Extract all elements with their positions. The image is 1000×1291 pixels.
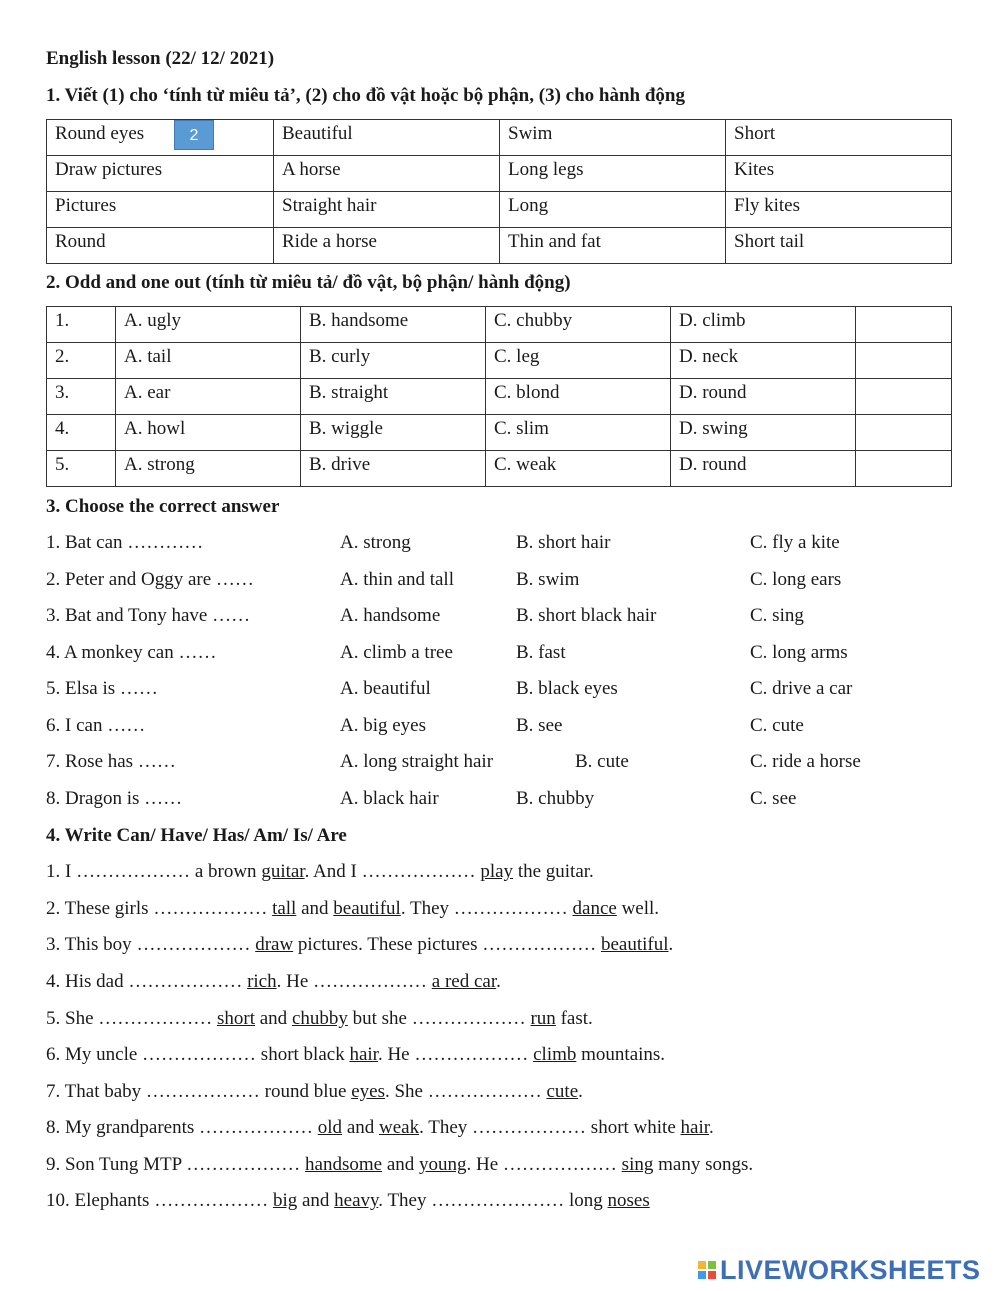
option-c: C. drive a car bbox=[750, 678, 853, 699]
table-cell: Round bbox=[47, 228, 274, 264]
table-cell: A. ear bbox=[116, 379, 301, 415]
underlined-word: dance bbox=[572, 898, 617, 919]
table-cell: C. blond bbox=[486, 379, 671, 415]
option-c: C. sing bbox=[750, 605, 804, 626]
answer-cell[interactable] bbox=[856, 379, 952, 415]
blank[interactable]: ……………… bbox=[411, 1008, 526, 1029]
table-cell: 5. bbox=[47, 451, 116, 487]
table-cell: C. leg bbox=[486, 343, 671, 379]
underlined-word: weak bbox=[379, 1117, 420, 1138]
section2-heading: 2. Odd and one out (tính từ miêu tả/ đồ vật, bộ phận/ hành động) bbox=[46, 272, 571, 293]
blank[interactable]: ……………… bbox=[453, 898, 568, 919]
table-cell: A horse bbox=[274, 156, 500, 192]
liveworksheets-logo bbox=[698, 1254, 981, 1286]
sentence-4 bbox=[46, 971, 501, 993]
question-text: 2. Peter and Oggy are …… bbox=[46, 569, 254, 590]
sentence-text: . They bbox=[400, 898, 454, 919]
table-cell: 4. bbox=[47, 415, 116, 451]
option-a: A. big eyes bbox=[340, 715, 427, 736]
option-b: B. chubby bbox=[516, 788, 595, 809]
question-text: 4. A monkey can …… bbox=[46, 642, 217, 663]
table-row bbox=[47, 343, 952, 379]
sentence-9 bbox=[46, 1154, 753, 1176]
option-b: B. black eyes bbox=[516, 678, 618, 699]
table-cell: Long legs bbox=[500, 156, 726, 192]
sentence-text: and bbox=[342, 1117, 379, 1138]
underlined-word: noses bbox=[607, 1190, 650, 1211]
underlined-word: sing bbox=[621, 1154, 654, 1175]
option-c: C. ride a horse bbox=[750, 751, 861, 772]
sentence-text: round blue bbox=[259, 1081, 352, 1102]
option-b: B. swim bbox=[516, 569, 580, 590]
table-cell: Short bbox=[726, 120, 952, 156]
table-cell: Thin and fat bbox=[500, 228, 726, 264]
table-cell: Ride a horse bbox=[274, 228, 500, 264]
blank[interactable]: ……………… bbox=[153, 898, 268, 919]
section2-table bbox=[46, 306, 952, 487]
option-b: B. fast bbox=[516, 642, 566, 663]
section3-heading: 3. Choose the correct answer bbox=[46, 496, 280, 517]
table-cell: C. slim bbox=[486, 415, 671, 451]
answer-cell[interactable] bbox=[856, 307, 952, 343]
answer-cell[interactable] bbox=[856, 451, 952, 487]
sentence-text: . They bbox=[419, 1117, 473, 1138]
table-row bbox=[47, 379, 952, 415]
table-row bbox=[47, 307, 952, 343]
underlined-word: rich bbox=[247, 971, 277, 992]
option-b: B. short black hair bbox=[516, 605, 657, 626]
sentence-text: and bbox=[382, 1154, 420, 1175]
answer-cell[interactable] bbox=[856, 415, 952, 451]
option-b: B. see bbox=[516, 715, 563, 736]
question-text: 6. I can …… bbox=[46, 715, 146, 736]
question-text: 5. Elsa is …… bbox=[46, 678, 158, 699]
lesson-title: English lesson (22/ 12/ 2021) bbox=[46, 48, 275, 69]
sentence-text: well. bbox=[616, 898, 660, 919]
sentence-1 bbox=[46, 861, 594, 883]
logo-mark-icon bbox=[698, 1261, 716, 1279]
table-cell: 2. bbox=[47, 343, 116, 379]
sentence-text: long bbox=[564, 1190, 608, 1211]
option-a: A. handsome bbox=[340, 605, 441, 626]
logo-square bbox=[698, 1261, 706, 1269]
table-cell: Beautiful bbox=[274, 120, 500, 156]
sentence-text: . bbox=[709, 1117, 714, 1138]
table-cell: Pictures bbox=[47, 192, 274, 228]
sentence-text: . He bbox=[276, 971, 314, 992]
table-cell: C. chubby bbox=[486, 307, 671, 343]
table-cell: Long bbox=[500, 192, 726, 228]
underlined-word: a red car bbox=[431, 971, 497, 992]
table-cell: A. tail bbox=[116, 343, 301, 379]
logo-text: LIVEWORKSHEETS bbox=[720, 1254, 981, 1285]
table-cell: B. drive bbox=[301, 451, 486, 487]
table-cell: Short tail bbox=[726, 228, 952, 264]
option-c: C. fly a kite bbox=[750, 532, 840, 553]
option-b: B. short hair bbox=[516, 532, 611, 553]
blank[interactable]: ……………… bbox=[128, 971, 243, 992]
table-cell: A. ugly bbox=[116, 307, 301, 343]
table-cell: A. howl bbox=[116, 415, 301, 451]
table-cell: C. weak bbox=[486, 451, 671, 487]
table-cell: B. straight bbox=[301, 379, 486, 415]
underlined-word: guitar bbox=[261, 861, 305, 882]
sentence-text: 7. That baby bbox=[46, 1081, 146, 1102]
table-cell: Kites bbox=[726, 156, 952, 192]
table-row bbox=[47, 451, 952, 487]
sentence-7 bbox=[46, 1081, 583, 1103]
table-cell: D. swing bbox=[671, 415, 856, 451]
blank[interactable]: ……………… bbox=[482, 934, 597, 955]
underlined-word: handsome bbox=[305, 1154, 383, 1175]
sentence-text: and bbox=[297, 1190, 335, 1211]
underlined-word: cute bbox=[546, 1081, 579, 1102]
sentence-text: . bbox=[668, 934, 674, 955]
question-text: 8. Dragon is …… bbox=[46, 788, 183, 809]
sentence-text: 3. This boy bbox=[46, 934, 137, 955]
blank[interactable]: ……………… bbox=[427, 1081, 542, 1102]
option-c: C. see bbox=[750, 788, 797, 809]
sentence-text: a brown bbox=[190, 861, 262, 882]
section4-heading: 4. Write Can/ Have/ Has/ Am/ Is/ Are bbox=[46, 825, 347, 846]
sentence-text: pictures. These pictures bbox=[293, 934, 483, 955]
table-cell: Fly kites bbox=[726, 192, 952, 228]
option-c: C. long ears bbox=[750, 569, 842, 590]
underlined-word: eyes bbox=[351, 1081, 385, 1102]
blank[interactable]: ……………… bbox=[76, 861, 191, 882]
blank[interactable]: ………………… bbox=[431, 1190, 565, 1211]
sentence-text: 2. These girls bbox=[46, 898, 154, 919]
logo-square bbox=[708, 1271, 716, 1279]
table-cell: Draw pictures bbox=[47, 156, 274, 192]
sentence-text: . He bbox=[466, 1154, 503, 1175]
option-a: A. black hair bbox=[340, 788, 439, 809]
table-cell: D. neck bbox=[671, 343, 856, 379]
underlined-word: short bbox=[217, 1008, 255, 1029]
underlined-word: beautiful bbox=[601, 934, 669, 955]
table-cell: B. handsome bbox=[301, 307, 486, 343]
underlined-word: chubby bbox=[291, 1008, 348, 1029]
option-a: A. climb a tree bbox=[340, 642, 453, 663]
answer-dropdown-badge[interactable]: 2 bbox=[174, 120, 214, 150]
sentence-text: 9. Son Tung MTP bbox=[46, 1154, 187, 1175]
sentence-text: . They bbox=[378, 1190, 432, 1211]
blank[interactable]: ……………… bbox=[472, 1117, 587, 1138]
option-a: A. long straight hair bbox=[340, 751, 494, 772]
underlined-word: play bbox=[480, 861, 514, 882]
blank[interactable]: ……………… bbox=[154, 1190, 269, 1211]
sentence-text: . He bbox=[377, 1044, 415, 1065]
underlined-word: hair bbox=[680, 1117, 710, 1138]
underlined-word: young bbox=[419, 1154, 467, 1175]
sentence-text: the guitar. bbox=[513, 861, 594, 882]
sentence-text: 10. Elephants bbox=[46, 1190, 155, 1211]
question-text: 7. Rose has …… bbox=[46, 751, 176, 772]
table-cell: B. curly bbox=[301, 343, 486, 379]
option-c: C. long arms bbox=[750, 642, 848, 663]
sentence-text: and bbox=[255, 1008, 292, 1029]
sentence-text: many songs. bbox=[653, 1154, 754, 1175]
blank[interactable]: ……………… bbox=[502, 1154, 617, 1175]
table-cell: D. round bbox=[671, 451, 856, 487]
sentence-text: . bbox=[578, 1081, 583, 1102]
sentence-10 bbox=[46, 1190, 650, 1212]
blank[interactable]: ……………… bbox=[199, 1117, 314, 1138]
sentence-text: . And I bbox=[304, 861, 362, 882]
question-text: 1. Bat can ………… bbox=[46, 532, 204, 553]
sentence-6 bbox=[46, 1044, 665, 1066]
underlined-word: beautiful bbox=[333, 898, 401, 919]
sentence-text: . bbox=[496, 971, 501, 992]
sentence-2 bbox=[46, 898, 659, 920]
underlined-word: big bbox=[272, 1190, 298, 1211]
sentence-text: short black bbox=[256, 1044, 350, 1065]
sentence-text: and bbox=[296, 898, 334, 919]
blank[interactable]: ……………… bbox=[145, 1081, 260, 1102]
sentence-5 bbox=[46, 1008, 593, 1030]
table-row bbox=[47, 192, 952, 228]
blank[interactable]: ……………… bbox=[313, 971, 428, 992]
sentence-text: 1. I bbox=[46, 861, 77, 882]
answer-cell[interactable] bbox=[856, 343, 952, 379]
underlined-word: hair bbox=[349, 1044, 378, 1065]
sentence-text: mountains. bbox=[576, 1044, 666, 1065]
table-cell: 3. bbox=[47, 379, 116, 415]
sentence-text: but she bbox=[347, 1008, 412, 1029]
sentence-text: 8. My grandparents bbox=[46, 1117, 200, 1138]
underlined-word: climb bbox=[533, 1044, 577, 1065]
sentence-text: 4. His dad bbox=[46, 971, 129, 992]
blank[interactable]: ……………… bbox=[136, 934, 251, 955]
table-cell: Round eyes bbox=[47, 120, 274, 156]
sentence-8 bbox=[46, 1117, 714, 1139]
sentence-text: fast. bbox=[555, 1008, 593, 1029]
option-b: B. cute bbox=[575, 751, 629, 772]
table-row bbox=[47, 228, 952, 264]
table-cell: B. wiggle bbox=[301, 415, 486, 451]
table-cell: Swim bbox=[500, 120, 726, 156]
underlined-word: run bbox=[530, 1008, 556, 1029]
sentence-3 bbox=[46, 934, 673, 956]
underlined-word: heavy bbox=[334, 1190, 379, 1211]
logo-square bbox=[698, 1271, 706, 1279]
underlined-word: tall bbox=[272, 898, 297, 919]
blank[interactable]: ……………… bbox=[186, 1154, 301, 1175]
underlined-word: old bbox=[317, 1117, 343, 1138]
blank[interactable]: ……………… bbox=[414, 1044, 529, 1065]
table-cell: D. round bbox=[671, 379, 856, 415]
table-cell: Straight hair bbox=[274, 192, 500, 228]
sentence-text: 5. She bbox=[46, 1008, 99, 1029]
blank[interactable]: ……………… bbox=[98, 1008, 213, 1029]
option-a: A. strong bbox=[340, 532, 411, 553]
option-c: C. cute bbox=[750, 715, 804, 736]
table-cell: A. strong bbox=[116, 451, 301, 487]
table-cell: 1. bbox=[47, 307, 116, 343]
table-row bbox=[47, 415, 952, 451]
logo-square bbox=[708, 1261, 716, 1269]
blank[interactable]: ……………… bbox=[142, 1044, 257, 1065]
sentence-text: . She bbox=[384, 1081, 428, 1102]
sentence-text: short white bbox=[586, 1117, 681, 1138]
section1-heading: 1. Viết (1) cho ‘tính từ miêu tả’, (2) cho đồ vật hoặc bộ phận, (3) cho hành động bbox=[46, 85, 685, 106]
blank[interactable]: ……………… bbox=[361, 861, 476, 882]
option-a: A. thin and tall bbox=[340, 569, 454, 590]
table-cell: D. climb bbox=[671, 307, 856, 343]
table-row bbox=[47, 156, 952, 192]
question-text: 3. Bat and Tony have …… bbox=[46, 605, 251, 626]
sentence-text: 6. My uncle bbox=[46, 1044, 143, 1065]
option-a: A. beautiful bbox=[340, 678, 431, 699]
underlined-word: draw bbox=[255, 934, 294, 955]
